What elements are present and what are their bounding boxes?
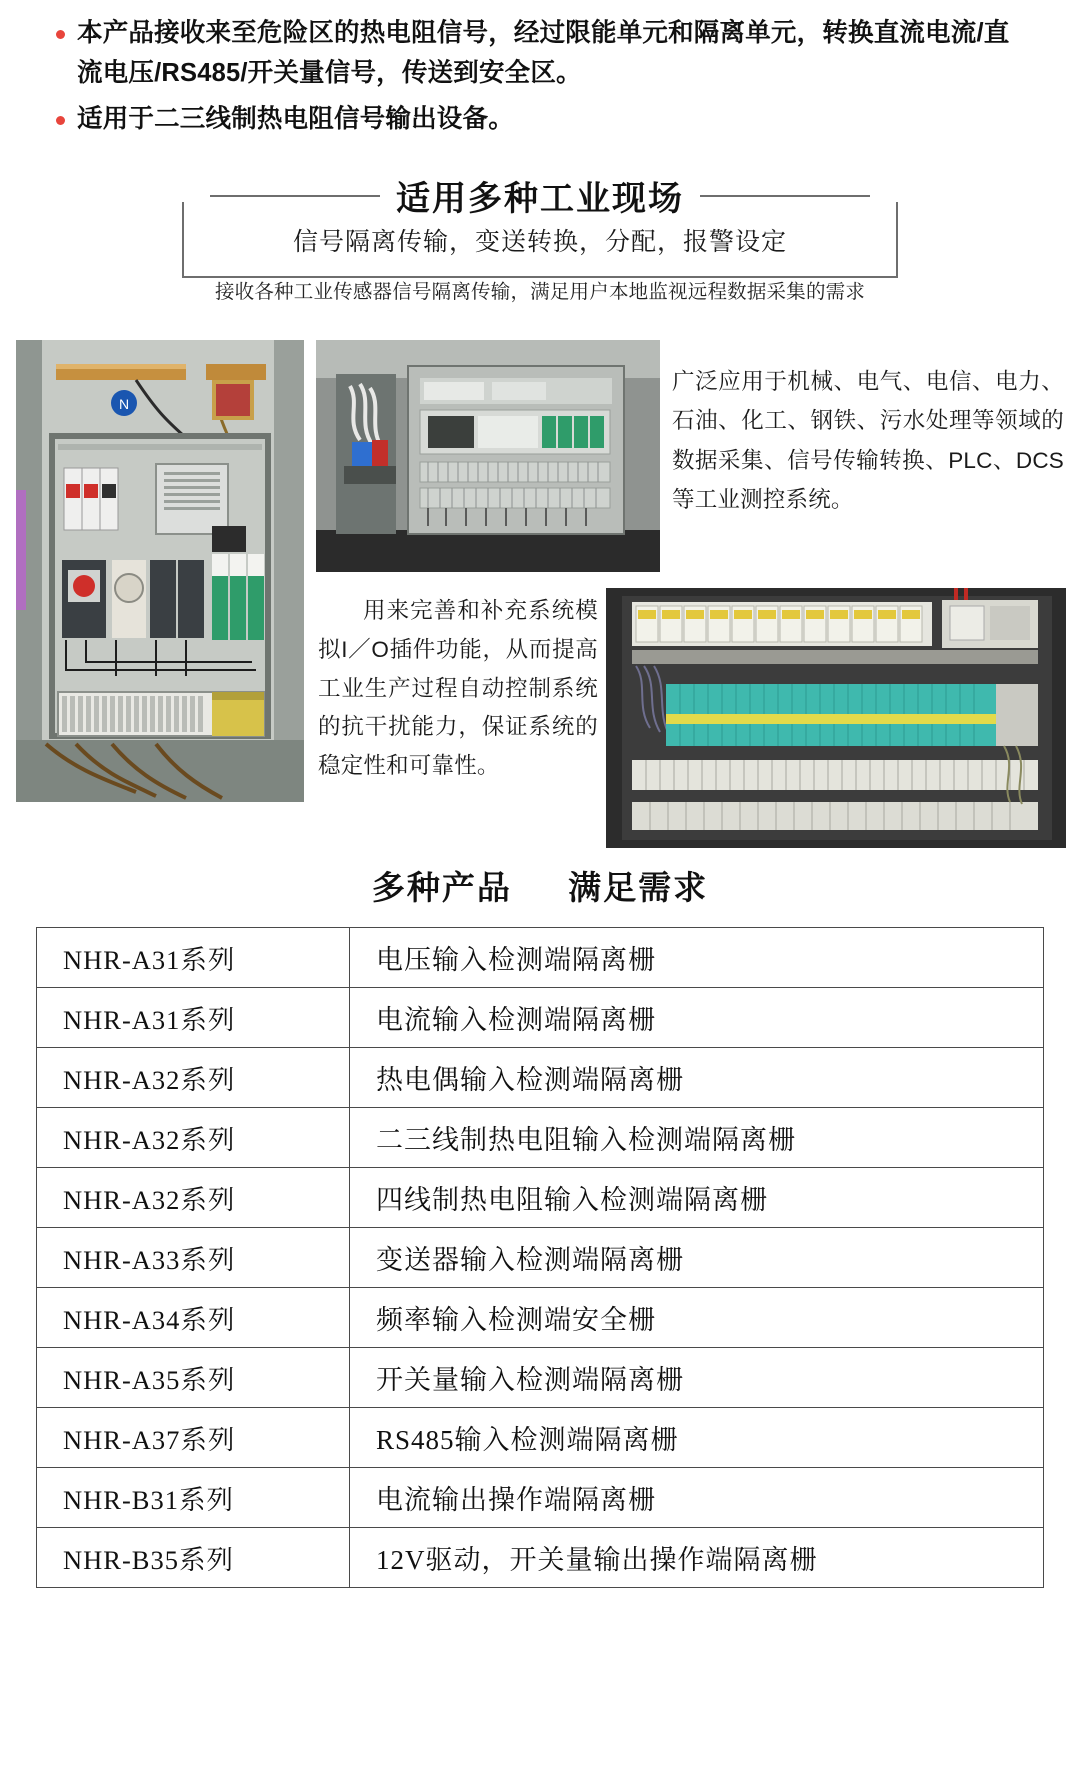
product-desc: 12V驱动，开关量输出操作端隔离栅 (350, 1528, 1044, 1588)
list-item (56, 14, 1024, 94)
terminal-rack-illustration (606, 588, 1066, 848)
product-model: NHR-B35系列 (37, 1528, 350, 1588)
product-desc: RS485输入检测端隔离栅 (350, 1408, 1044, 1468)
product-desc: 频率输入检测端安全栅 (350, 1288, 1044, 1348)
bullet-text: 本产品接收来至危险区的热电阻信号，经过限能单元和隔离单元，转换直流电流/直流电压/RS485/开关量信号，传送到安全区。 (77, 19, 1010, 87)
products-table (36, 927, 1044, 1588)
table-row (37, 1048, 1044, 1108)
divider-left (210, 195, 380, 197)
products-table-wrap (0, 927, 1080, 1614)
products-section-title (0, 862, 1080, 909)
table-row (37, 1168, 1044, 1228)
products-title-right: 满足需求 (568, 869, 709, 907)
product-desc: 电流输入检测端隔离栅 (350, 988, 1044, 1048)
bullet-dot-icon (56, 116, 65, 125)
table-row (37, 1228, 1044, 1288)
product-model: NHR-A32系列 (37, 1108, 350, 1168)
table-row (37, 1468, 1044, 1528)
cabinet-illustration (16, 340, 304, 802)
table-row (37, 928, 1044, 988)
product-desc: 四线制热电阻输入检测端隔离栅 (350, 1168, 1044, 1228)
table-row (37, 1408, 1044, 1468)
product-model: NHR-A37系列 (37, 1408, 350, 1468)
photo-electrical-cabinet (16, 340, 304, 802)
product-model: NHR-A31系列 (37, 928, 350, 988)
table-row (37, 988, 1044, 1048)
products-title-left: 多种产品 (371, 869, 512, 907)
list-item (56, 100, 1024, 140)
product-desc: 开关量输入检测端隔离栅 (350, 1348, 1044, 1408)
right-description-text: 广泛应用于机械、电气、电信、电力、石油、化工、钢铁、污水处理等领域的数据采集、信号传输转换、PLC、DCS等工业测控系统。 (672, 369, 1064, 512)
product-model: NHR-A34系列 (37, 1288, 350, 1348)
product-model: NHR-A33系列 (37, 1228, 350, 1288)
bullet-text: 适用于二三线制热电阻信号输出设备。 (77, 104, 514, 133)
section-headline (0, 165, 1080, 360)
svg-text:N: N (118, 396, 130, 413)
product-model: NHR-A32系列 (37, 1168, 350, 1228)
product-desc: 热电偶输入检测端隔离栅 (350, 1048, 1044, 1108)
table-row (37, 1528, 1044, 1588)
table-row (37, 1348, 1044, 1408)
product-model: NHR-A32系列 (37, 1048, 350, 1108)
product-model: NHR-A35系列 (37, 1348, 350, 1408)
section-subtitle: 信号隔离传输，变送转换，分配，报警设定 (292, 228, 787, 257)
product-desc: 电流输出操作端隔离栅 (350, 1468, 1044, 1528)
product-desc: 二三线制热电阻输入检测端隔离栅 (350, 1108, 1044, 1168)
photo-collage (0, 332, 1080, 852)
control-box-illustration (316, 340, 660, 572)
section-title: 适用多种工业现场 (396, 180, 684, 219)
middle-description-text: 用来完善和补充系统模拟I／O插件功能，从而提高工业生产过程自动控制系统的抗干扰能力，保证系统的稳定性和可靠性。 (318, 598, 598, 779)
product-desc: 电压输入检测端隔离栅 (350, 928, 1044, 988)
section-description: 接收各种工业传感器信号隔离传输，满足用户本地监视远程数据采集的需求 (214, 281, 866, 304)
product-model: NHR-A31系列 (37, 988, 350, 1048)
product-desc: 变送器输入检测端隔离栅 (350, 1228, 1044, 1288)
table-row (37, 1108, 1044, 1168)
product-model: NHR-B31系列 (37, 1468, 350, 1528)
feature-bullet-list (0, 0, 1080, 139)
divider-right (700, 195, 870, 197)
photo-control-box (316, 340, 660, 572)
table-row (37, 1288, 1044, 1348)
bullet-dot-icon (56, 30, 65, 39)
photo-terminal-rack (606, 588, 1066, 848)
